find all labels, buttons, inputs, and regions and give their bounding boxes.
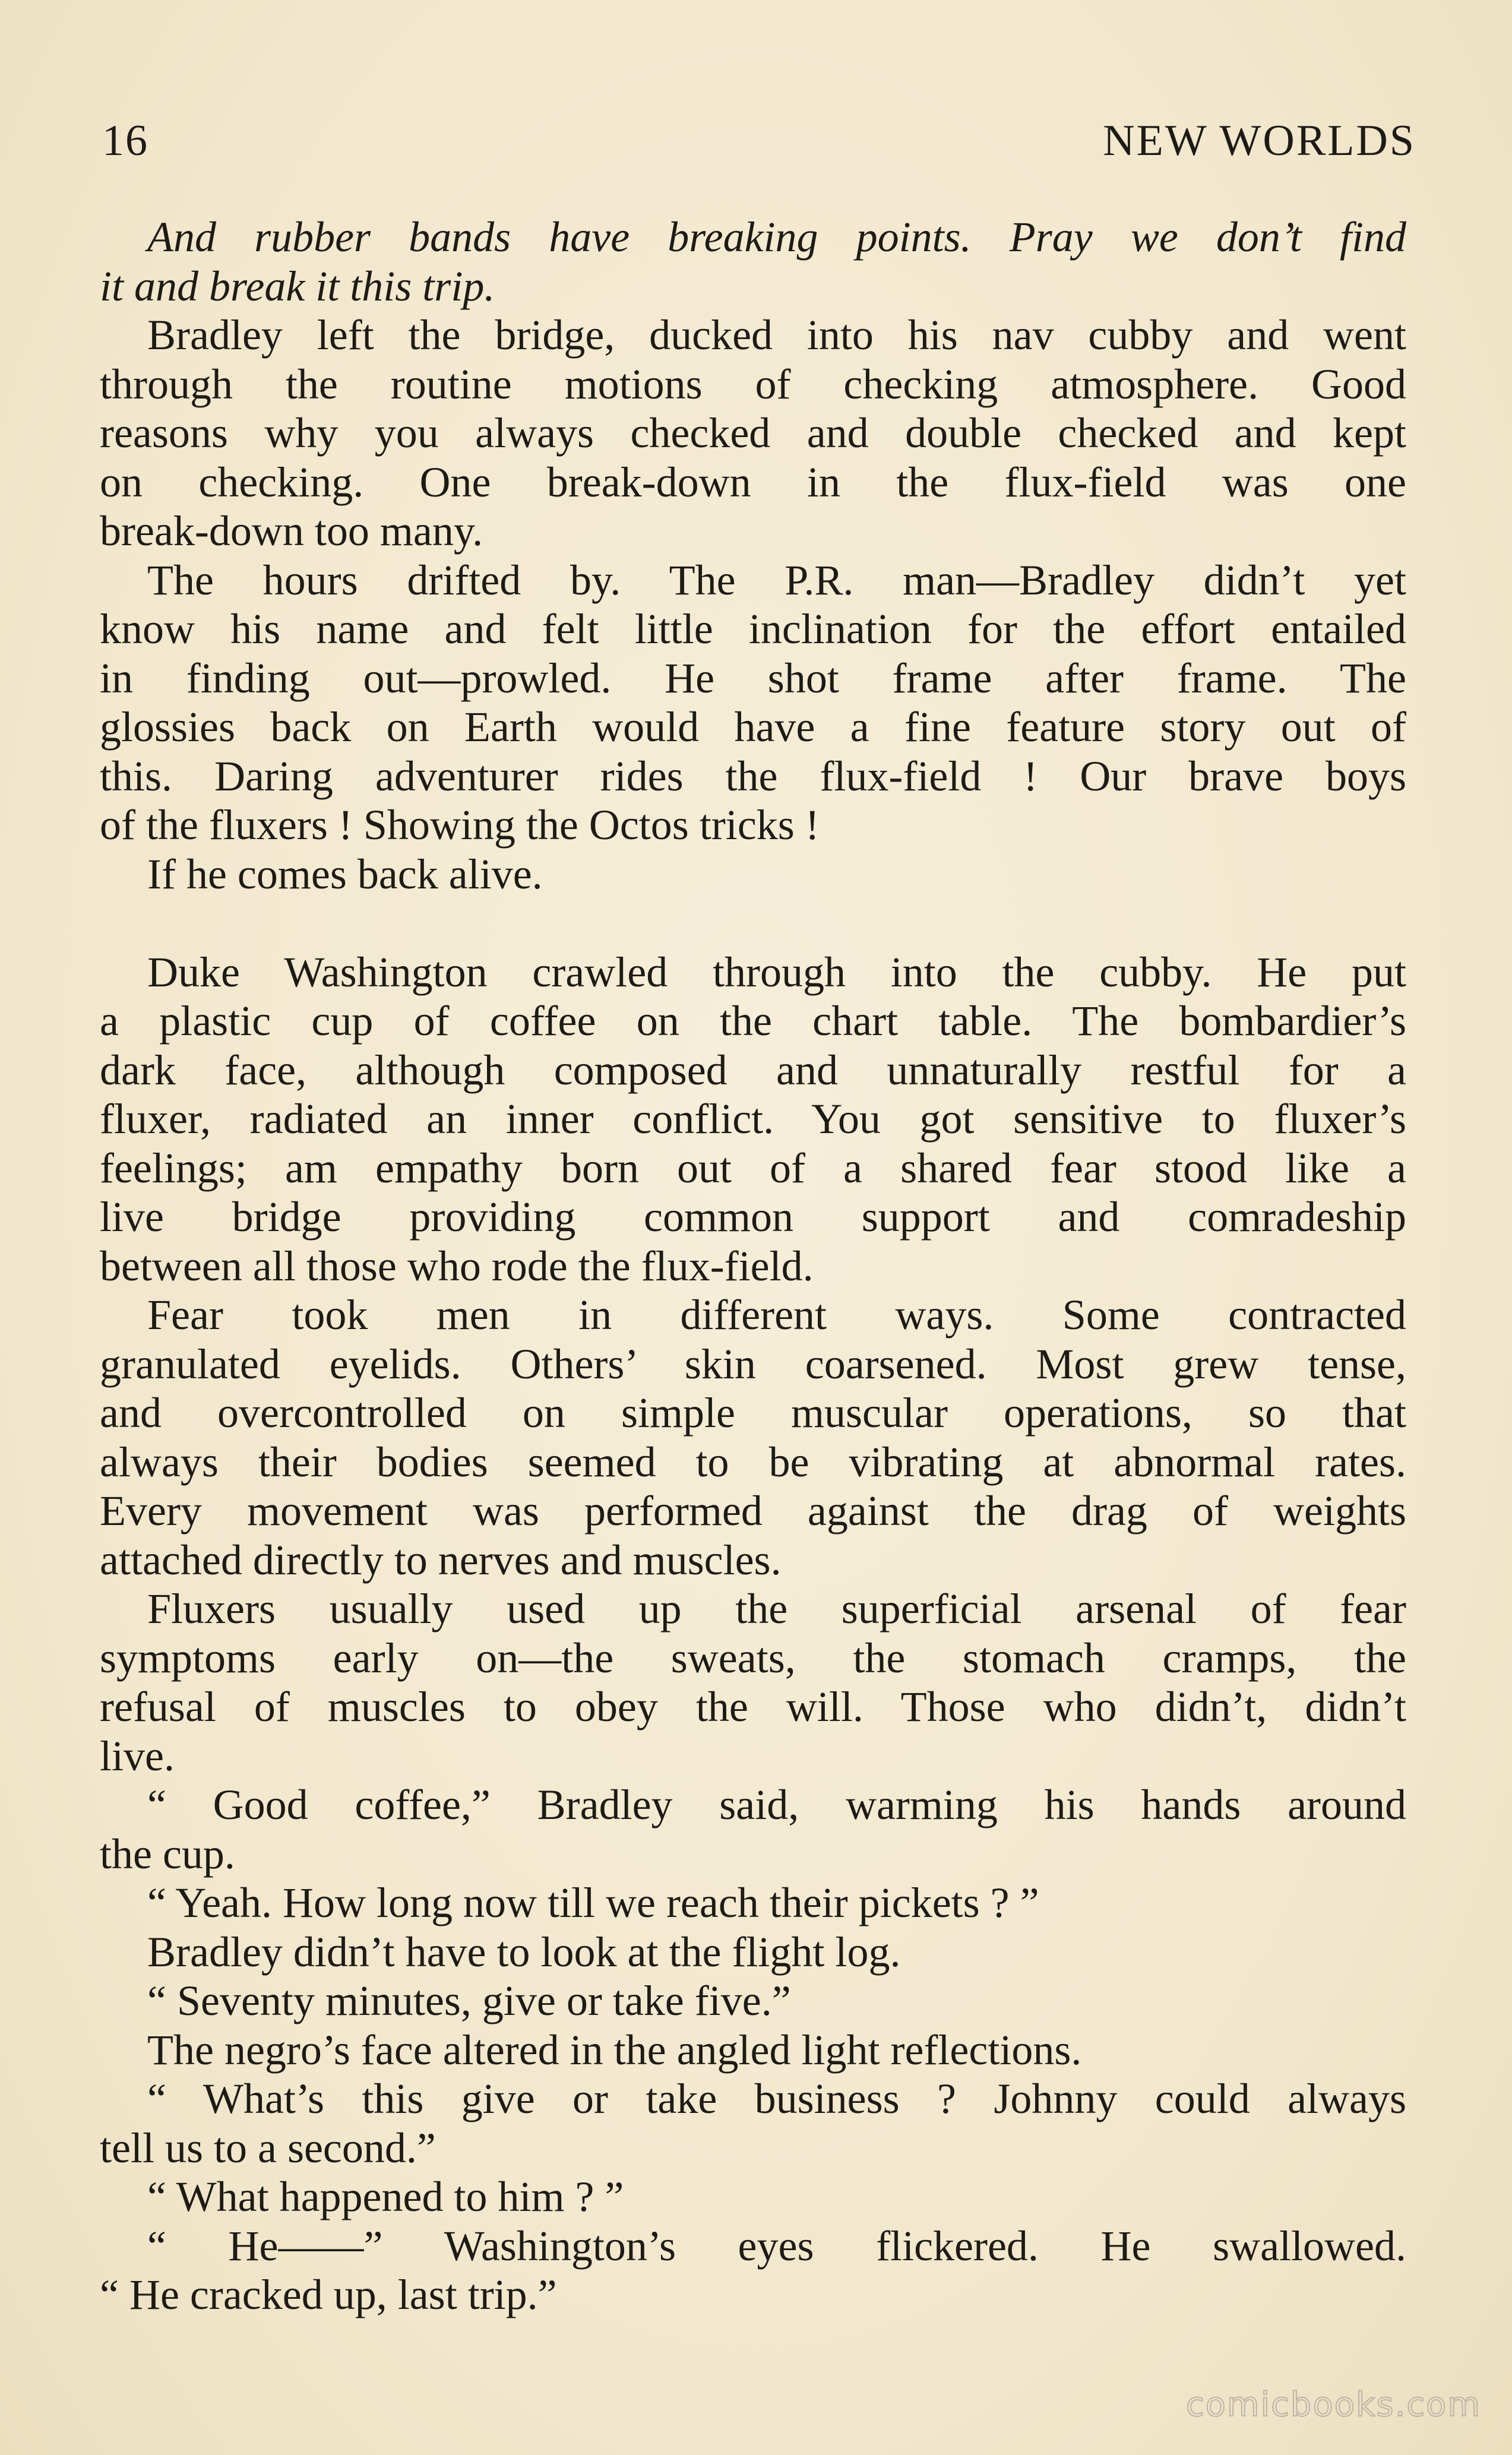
running-title: NEW WORLDS (1103, 116, 1416, 165)
text-line: dark face, although composed and unnaturally restful for a (100, 1046, 1406, 1094)
text-line: If he comes back alive. (147, 850, 543, 898)
text-line: “ What happened to him ? ” (147, 2173, 624, 2220)
text-line: tell us to a second.” (100, 2124, 436, 2172)
text-line: Every movement was performed against the drag of weights (100, 1487, 1406, 1535)
text-line: it and break it this trip. (100, 262, 495, 310)
text-line: refusal of muscles to obey the will. Those who didn’t, didn’t (100, 1683, 1406, 1730)
text-line: Duke Washington crawled through into the cubby. He put (147, 948, 1406, 996)
running-header (102, 114, 1416, 167)
text-line: granulated eyelids. Others’ skin coarsened. Most grew tense, (100, 1340, 1406, 1388)
text-line: glossies back on Earth would have a fine feature story out of (100, 703, 1406, 751)
text-line: fluxer, radiated an inner conflict. You got sensitive to fluxer’s (100, 1095, 1406, 1143)
text-line: feelings; am empathy born out of a shared fear stood like a (100, 1144, 1406, 1192)
text-line: know his name and felt little inclination for the effort entailed (100, 605, 1406, 653)
text-line: “ Seventy minutes, give or take five.” (147, 1977, 791, 2024)
text-line: “ Good coffee,” Bradley said, warming his hands around (147, 1781, 1406, 1828)
text-line: Bradley left the bridge, ducked into his nav cubby and went (147, 311, 1406, 359)
text-line: “ What’s this give or take business ? Johnny could always (147, 2075, 1406, 2122)
text-line: Bradley didn’t have to look at the flight log. (147, 1928, 901, 1976)
text-line: The hours drifted by. The P.R. man—Bradley didn’t yet (147, 556, 1406, 604)
text-line: live bridge providing common support and comradeship (100, 1193, 1406, 1241)
text-line: of the fluxers ! Showing the Octos tricks ! (100, 801, 820, 849)
text-line: a plastic cup of coffee on the chart table. The bombardier’s (100, 997, 1406, 1045)
watermark: comicbooks.com (1185, 2386, 1481, 2424)
text-line: reasons why you always checked and double checked and kept (100, 409, 1406, 457)
text-line: The negro’s face altered in the angled light reflections. (147, 2026, 1082, 2074)
text-line: “ He——” Washington’s eyes flickered. He swallowed. (147, 2222, 1406, 2270)
text-line: “ Yeah. How long now till we reach their pickets ? ” (147, 1879, 1039, 1926)
text-line: this. Daring adventurer rides the flux-field ! Our brave boys (100, 752, 1406, 800)
body-text (100, 213, 1406, 2320)
text-line: live. (100, 1732, 175, 1780)
text-line: in finding out—prowled. He shot frame after frame. The (100, 654, 1406, 702)
text-line: attached directly to nerves and muscles. (100, 1536, 782, 1584)
text-line: between all those who rode the flux-field. (100, 1242, 814, 1290)
page-number: 16 (102, 116, 148, 165)
text-line: “ He cracked up, last trip.” (100, 2271, 557, 2318)
section-break (100, 899, 1406, 948)
text-line: always their bodies seemed to be vibrating at abnormal rates. (100, 1438, 1406, 1486)
text-line: on checking. One break-down in the flux-field was one (100, 458, 1406, 506)
text-line: And rubber bands have breaking points. Pray we don’t find (147, 213, 1406, 261)
text-line: the cup. (100, 1830, 235, 1878)
text-line: through the routine motions of checking atmosphere. Good (100, 360, 1406, 408)
text-line: Fluxers usually used up the superficial arsenal of fear (147, 1585, 1406, 1633)
text-line: break-down too many. (100, 507, 483, 555)
text-line: symptoms early on—the sweats, the stomach cramps, the (100, 1634, 1406, 1682)
text-line: Fear took men in different ways. Some contracted (147, 1291, 1406, 1339)
text-line: and overcontrolled on simple muscular operations, so that (100, 1389, 1406, 1437)
